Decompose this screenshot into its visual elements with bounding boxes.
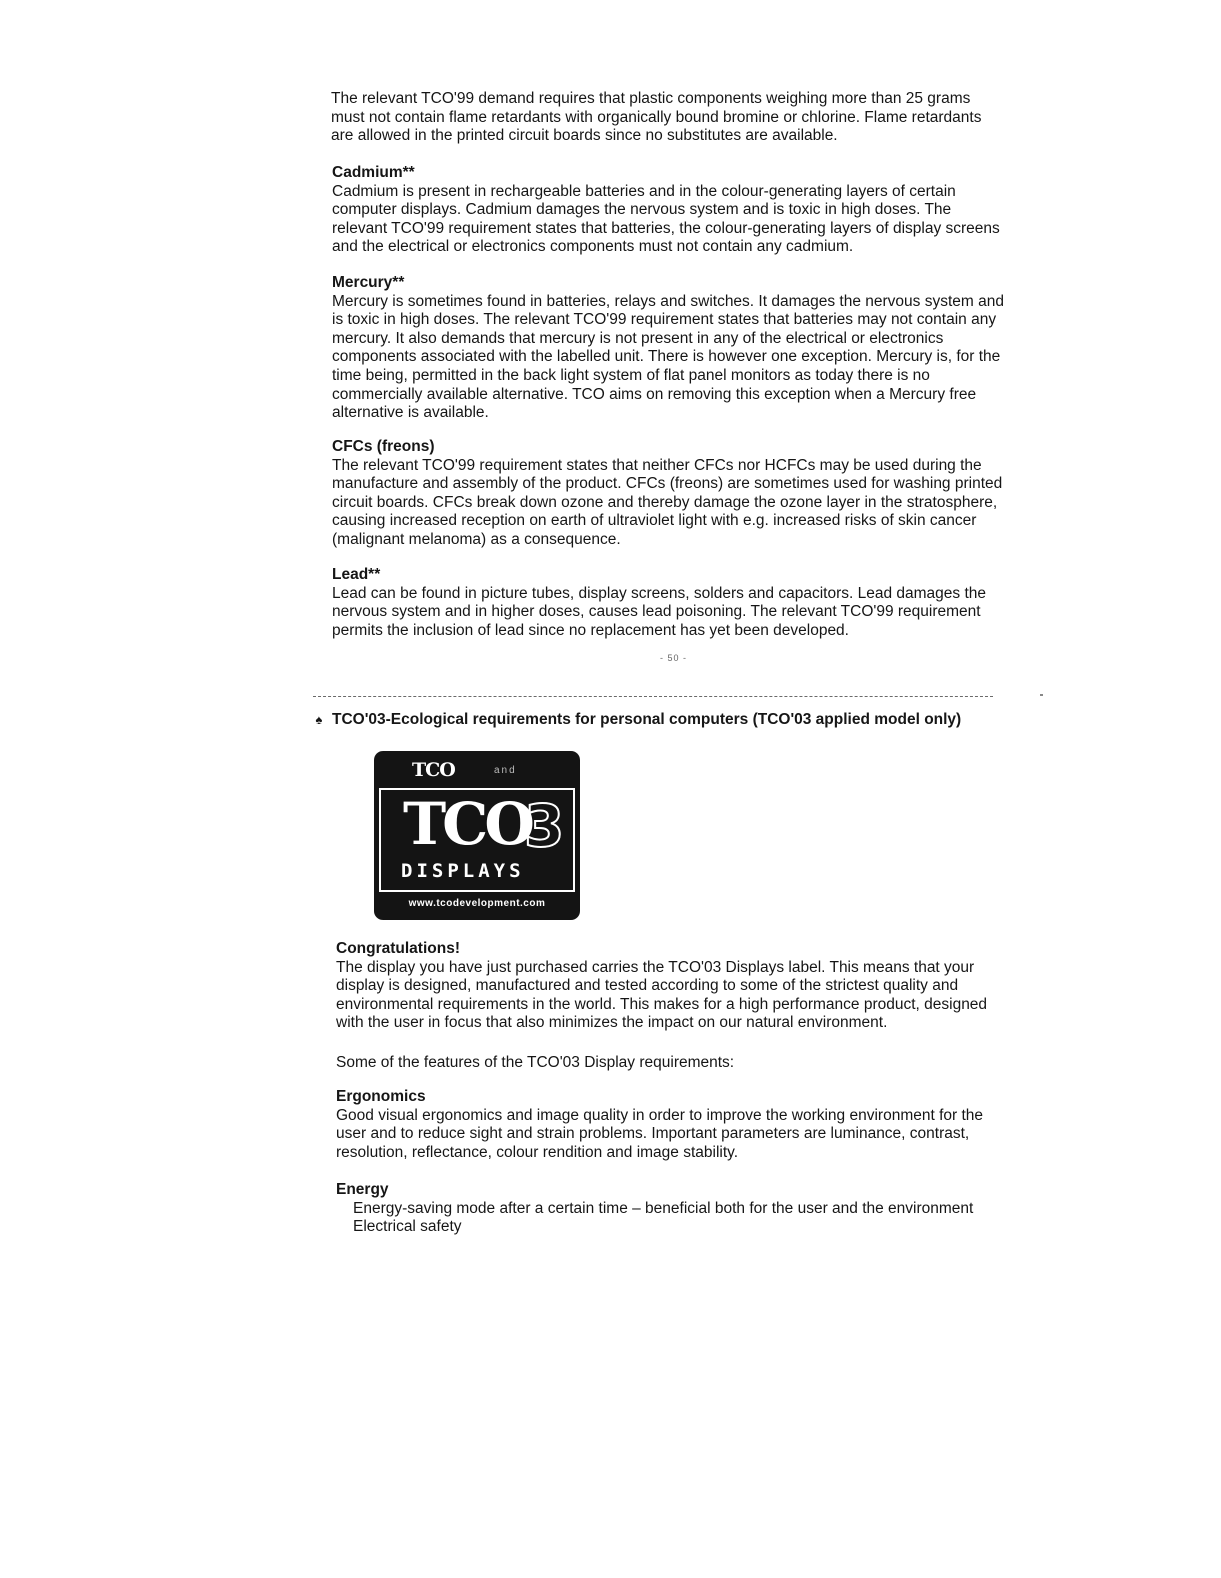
text-line: Electrical safety xyxy=(353,1218,462,1236)
energy-heading: Energy xyxy=(336,1181,389,1198)
text-line: nervous system and in higher doses, causes lead poisoning. The relevant TCO'99 requirement xyxy=(332,603,981,621)
lead-section xyxy=(332,566,1044,640)
ergonomics-section xyxy=(336,1088,1048,1162)
logo-small-tco: TCO xyxy=(412,759,455,781)
text-line: Cadmium is present in rechargeable batteries and in the colour-generating layers of certain xyxy=(332,182,956,200)
text-line: Mercury is sometimes found in batteries, relays and switches. It damages the nervous system and xyxy=(332,292,1004,310)
text-line: must not contain flame retardants with organically bound bromine or chlorine. Flame retardants xyxy=(331,108,982,126)
text-line: manufacture and assembly of the product. CFCs (freons) are sometimes used for washing printed xyxy=(332,475,1003,493)
section-title xyxy=(314,711,1034,729)
features-intro xyxy=(336,1054,1048,1073)
text-line: mercury. It also demands that mercury is not present in any of the electrical or electronics xyxy=(332,329,944,347)
text-line: Lead can be found in picture tubes, display screens, solders and capacitors. Lead damages the xyxy=(332,584,986,602)
logo-frame xyxy=(379,788,575,892)
text-line: time being, permitted in the back light system of flat panel monitors as today there is no xyxy=(332,366,930,384)
cfcs-heading: CFCs (freons) xyxy=(332,438,435,455)
text-line: are allowed in the printed circuit boards since no substitutes are available. xyxy=(331,127,838,145)
text-line: causing increased reception on earth of ultraviolet light with e.g. increased risks of skin cancer xyxy=(332,512,977,530)
text-line: components associated with the labelled unit. There is however one exception. Mercury is, for the xyxy=(332,348,1001,366)
text-line: Energy-saving mode after a certain time – beneficial both for the user and the environment xyxy=(353,1199,974,1217)
text-line: The relevant TCO'99 demand requires that plastic components weighing more than 25 grams xyxy=(331,90,971,107)
text-line: circuit boards. CFCs break down ozone and thereby damage the ozone layer in the stratosphere, xyxy=(332,493,998,511)
congratulations-section xyxy=(336,940,1048,1033)
divider-mark xyxy=(1040,694,1043,696)
text-line: permits the inclusion of lead since no replacement has yet been developed. xyxy=(332,621,849,639)
text-line: with the user in focus that also minimizes the impact on our natural environment. xyxy=(336,1014,888,1032)
mercury-heading: Mercury** xyxy=(332,274,405,291)
logo-url: www.tcodevelopment.com xyxy=(408,898,546,909)
section-title-text: TCO'03-Ecological requirements for personal computers (TCO'03 applied model only) xyxy=(332,711,962,728)
congratulations-heading: Congratulations! xyxy=(336,940,460,957)
cfcs-section xyxy=(332,438,1044,550)
intro-paragraph xyxy=(331,90,1043,146)
text-line: alternative is available. xyxy=(332,404,489,422)
cadmium-heading: Cadmium** xyxy=(332,164,415,181)
bullet-icon: ♠ xyxy=(315,712,323,727)
text-line: Good visual ergonomics and image quality in order to improve the working environment for the xyxy=(336,1106,984,1124)
text-line: resolution, reflectance, colour rendition and image stability. xyxy=(336,1143,739,1161)
tco-displays-logo xyxy=(374,751,580,920)
text-line: user and to reduce sight and strain problems. Important parameters are luminance, contrast, xyxy=(336,1125,970,1143)
logo-number: 3 xyxy=(524,792,565,860)
text-line: (malignant melanoma) as a consequence. xyxy=(332,530,621,548)
logo-big-tco: TCO xyxy=(403,790,531,858)
ergonomics-heading: Ergonomics xyxy=(336,1088,426,1105)
text-line: is toxic in high doses. The relevant TCO'99 requirement states that batteries may not contain any xyxy=(332,311,997,329)
text-line: display is designed, manufactured and tested according to some of the strictest quality and xyxy=(336,977,959,995)
lead-heading: Lead** xyxy=(332,566,381,583)
logo-small-tag: and xyxy=(494,765,517,776)
text-line: The relevant TCO'99 requirement states that neither CFCs nor HCFCs may be used during the xyxy=(332,456,982,474)
text-line: and the electrical or electronics components must not contain any cadmium. xyxy=(332,238,854,256)
cadmium-section xyxy=(332,164,1044,257)
logo-displays: DISPLAYS xyxy=(401,860,525,882)
text-line: The display you have just purchased carries the TCO'03 Displays label. This means that your xyxy=(336,958,975,976)
text-line: Some of the features of the TCO'03 Display requirements: xyxy=(336,1054,735,1071)
mercury-section xyxy=(332,274,1044,423)
energy-section xyxy=(336,1181,1048,1237)
text-line: environmental requirements in the world. This makes for a high performance product, designed xyxy=(336,995,988,1013)
page-number: - 50 - xyxy=(660,653,688,663)
text-line: relevant TCO'99 requirement states that batteries, the colour-generating layers of display screens xyxy=(332,219,1000,237)
text-line: computer displays. Cadmium damages the nervous system and is toxic in high doses. The xyxy=(332,201,952,219)
text-line: commercially available alternative. TCO aims on removing this exception when a Mercury free xyxy=(332,385,977,403)
section-divider xyxy=(313,696,993,697)
